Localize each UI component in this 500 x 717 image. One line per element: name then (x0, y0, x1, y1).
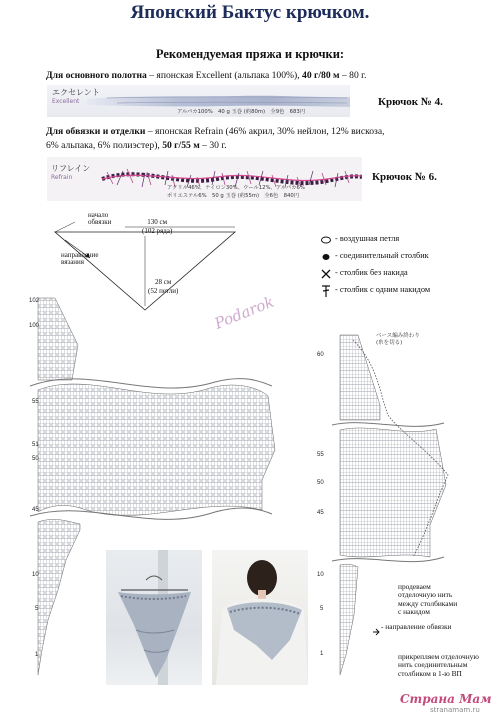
edging-note-2-line: прикрепляем отделочную (398, 652, 479, 661)
height-value: 28 см (155, 278, 172, 286)
edging-jp-note (376, 333, 420, 347)
yarn-main-amount: 40 г/80 м (302, 70, 340, 81)
width-value: 130 см (147, 218, 168, 226)
start-pointer (55, 222, 75, 232)
legend-item (320, 269, 490, 286)
yarn-trim-amount: 50 г/55 м (162, 140, 200, 151)
edging-note-1-line: отделочную нить (398, 590, 453, 600)
start-label-line-1: начало (88, 211, 109, 219)
chart-middle-band (38, 384, 275, 515)
page-title: Японский Бактус крючком. (130, 2, 370, 23)
edging-note-1-line: между столбиками (398, 598, 458, 608)
edging-break-bottom (332, 557, 444, 562)
row-number: 50 (32, 456, 39, 462)
width-label (142, 218, 172, 236)
start-label-line-2: обвязки (88, 218, 112, 226)
yarn-main-line (46, 70, 366, 81)
yarn-trim-desc2: 6% альпака, 6% полиэстер), (46, 140, 163, 151)
t-icon (320, 284, 332, 298)
photo-woman-graphic (212, 550, 308, 685)
start-label (88, 212, 111, 226)
yarn-trim-hook: Крючок № 6. (372, 171, 437, 183)
yarn-trim-line-1 (46, 126, 385, 137)
yarn-trim-swatch (47, 157, 362, 201)
oval-icon (320, 235, 332, 245)
edging-middle (340, 428, 446, 557)
row-number: 50 (317, 480, 324, 486)
legend-item (320, 286, 490, 303)
cross-icon (320, 269, 332, 279)
legend-text: - соединительный столбик (335, 251, 429, 260)
yarn-main-desc: – японская Excellent (альпака 100%), (146, 70, 303, 81)
edging-note-1-line: с накидом (398, 607, 430, 617)
photo-woman-wearing-shawl (212, 550, 308, 685)
page-subtitle: Рекомендуемая пряжа и крючки: (155, 47, 345, 61)
edging-jp-note-1: ベース編み終わり (376, 333, 420, 339)
yarn-trim-jp-name: リフレイン (51, 164, 91, 173)
edging-bottom (340, 564, 358, 675)
row-number: 10 (317, 572, 324, 578)
edging-note-2 (398, 653, 479, 678)
row-number: 5 (320, 606, 324, 612)
row-number: 100 (29, 323, 40, 329)
yarn-trim-label: Для обвязки и отделки (46, 126, 146, 137)
legend-text: - столбик без накида (335, 268, 408, 277)
yarn-trim-spec-2: ポリエステル6% 50 g 玉巻 (約55m) 全6色 840円 (167, 193, 300, 199)
yarn-main-hook: Крючок № 4. (378, 96, 443, 108)
row-number: 10 (32, 572, 39, 578)
yarn-trim-line-2 (46, 140, 227, 151)
row-number: 45 (32, 507, 39, 513)
row-number: 102 (29, 298, 40, 304)
site-logo: Страна Мам (400, 692, 492, 706)
row-number: 60 (317, 352, 324, 358)
site-url: stranamam.ru (430, 706, 480, 714)
yarn-trim-spec: アクリル46%、ナイロン30%、ウール12%、アルパカ6% (167, 185, 305, 191)
width-rows: (102 ряда) (142, 227, 173, 235)
row-number: 1 (320, 651, 324, 657)
row-number: 45 (317, 510, 324, 516)
row-number: 51 (32, 442, 39, 448)
row-number: 5 (35, 606, 39, 612)
row-number: 55 (32, 399, 39, 405)
chart-bottom-strip (38, 519, 80, 675)
edging-note-2-line: столбиком в 1-ю ВП (398, 668, 462, 678)
edging-note-2-line: нить соединительным (398, 660, 468, 670)
photo-shawl-hanger-graphic (106, 550, 202, 685)
stitch-legend (320, 235, 490, 303)
height-loops: (52 петли) (148, 287, 179, 295)
yarn-main-jp-name: エクセレント (52, 88, 100, 97)
yarn-trim-desc: – японская Refrain (46% акрил, 30% нейлон, 12% вискоза, (145, 126, 385, 137)
direction-label (61, 252, 99, 266)
edging-note-1-line: продеваем (398, 582, 431, 591)
legend-text: - столбик с одним накидом (335, 285, 431, 294)
direction-arrow-icon (372, 623, 380, 641)
watermark: Podarok (212, 292, 277, 333)
edging-break-top (332, 423, 444, 427)
row-number: 1 (35, 652, 39, 658)
yarn-main-en-name: Excellent (52, 98, 80, 105)
dot-icon (320, 252, 332, 262)
direction-line-1: направление (61, 251, 99, 259)
legend-text: - воздушная петля (335, 234, 400, 243)
yarn-main-label: Для основного полотна (46, 70, 147, 81)
row-number: 55 (317, 452, 324, 458)
edging-direction: - направление обвязки (381, 622, 452, 631)
photo-shawl-on-hanger (106, 550, 202, 685)
edging-note-1 (398, 583, 457, 617)
yarn-main-swatch (47, 85, 350, 117)
legend-item (320, 235, 490, 252)
chart-top-strip (38, 298, 78, 380)
yarn-main-spec: アルパカ100% 40 g 玉巻 (約80m) 全9色 683円 (177, 109, 306, 115)
yarn-trim-amount-tail: – 30 г. (199, 140, 227, 151)
yarn-trim-en-name: Refrain (51, 174, 73, 181)
direction-line-2: вязания (61, 258, 85, 266)
edging-jp-note-2: (糸を切る) (376, 340, 403, 346)
legend-item (320, 252, 490, 269)
yarn-main-amount-tail: – 80 г. (339, 70, 367, 81)
